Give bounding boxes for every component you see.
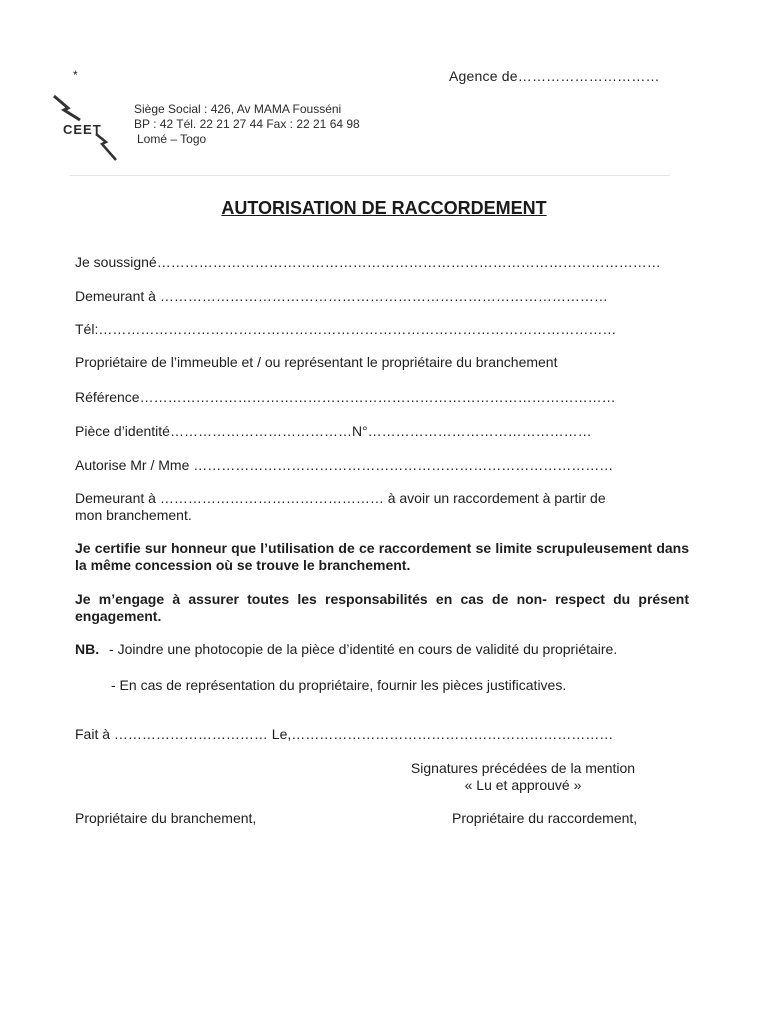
agence-field: Agence de…………………………	[449, 68, 660, 84]
signature-caption	[395, 760, 651, 794]
header-divider	[70, 175, 670, 176]
star-mark: *	[73, 68, 78, 82]
logo-text: CEET	[63, 122, 102, 137]
address-line: Lomé – Togo	[137, 132, 207, 146]
field-proprietaire: Propriétaire de l’immeuble et / ou représentant le propriétaire du branchement	[75, 354, 558, 370]
certify-statement: Je certifie sur honneur que l’utilisation de ce raccordement se limite scrupuleusement dans la même concession où se trouve le branchement.	[75, 540, 689, 573]
address-block	[134, 102, 360, 147]
signature-owner-branchement: Propriétaire du branchement,	[75, 810, 257, 826]
nb-item-1: - Joindre une photocopie de la pièce d’identité en cours de validité du propriétaire.	[109, 641, 618, 657]
nb-line-1	[75, 641, 617, 657]
fait-line: Fait à …………………………… Le,……………………………………………………………	[75, 726, 614, 742]
signature-owner-raccordement: Propriétaire du raccordement,	[452, 810, 638, 826]
address-line: BP : 42 Tél. 22 21 27 44 Fax : 22 21 64 98	[134, 117, 360, 131]
field-piece-identite: Pièce d’identité…………………………………N°…………………………………………	[75, 423, 592, 439]
ceet-logo	[50, 94, 130, 164]
signature-caption-line: « Lu et approuvé »	[464, 777, 582, 793]
field-reference: Référence…………………………………………………………………………………………	[75, 389, 616, 405]
field-demeurant: Demeurant à ……………………………………………………………………………………	[75, 288, 608, 304]
signature-caption-line: Signatures précédées de la mention	[410, 760, 636, 776]
nb-item-2: - En cas de représentation du propriétaire, fournir les pièces justificatives.	[111, 677, 567, 693]
field-demeurant-2-cont: mon branchement.	[75, 507, 192, 523]
field-tel: Tél:…………………………………………………………………………………………………	[75, 321, 617, 337]
engage-statement: Je m’engage à assurer toutes les responsabilités en cas de non- respect du présent engagement.	[75, 591, 689, 624]
field-autorise: Autorise Mr / Mme ………………………………………………………………………………	[75, 457, 614, 473]
field-demeurant-2: Demeurant à ………………………………………… à avoir un raccordement à partir de	[75, 490, 606, 506]
address-line: Siège Social : 426, Av MAMA Fousséni	[134, 102, 342, 116]
field-soussigne: Je soussigné………………………………………………………………………………………………	[75, 254, 661, 270]
document-title: AUTORISATION DE RACCORDEMENT	[221, 198, 547, 218]
nb-label: NB.	[75, 641, 100, 657]
